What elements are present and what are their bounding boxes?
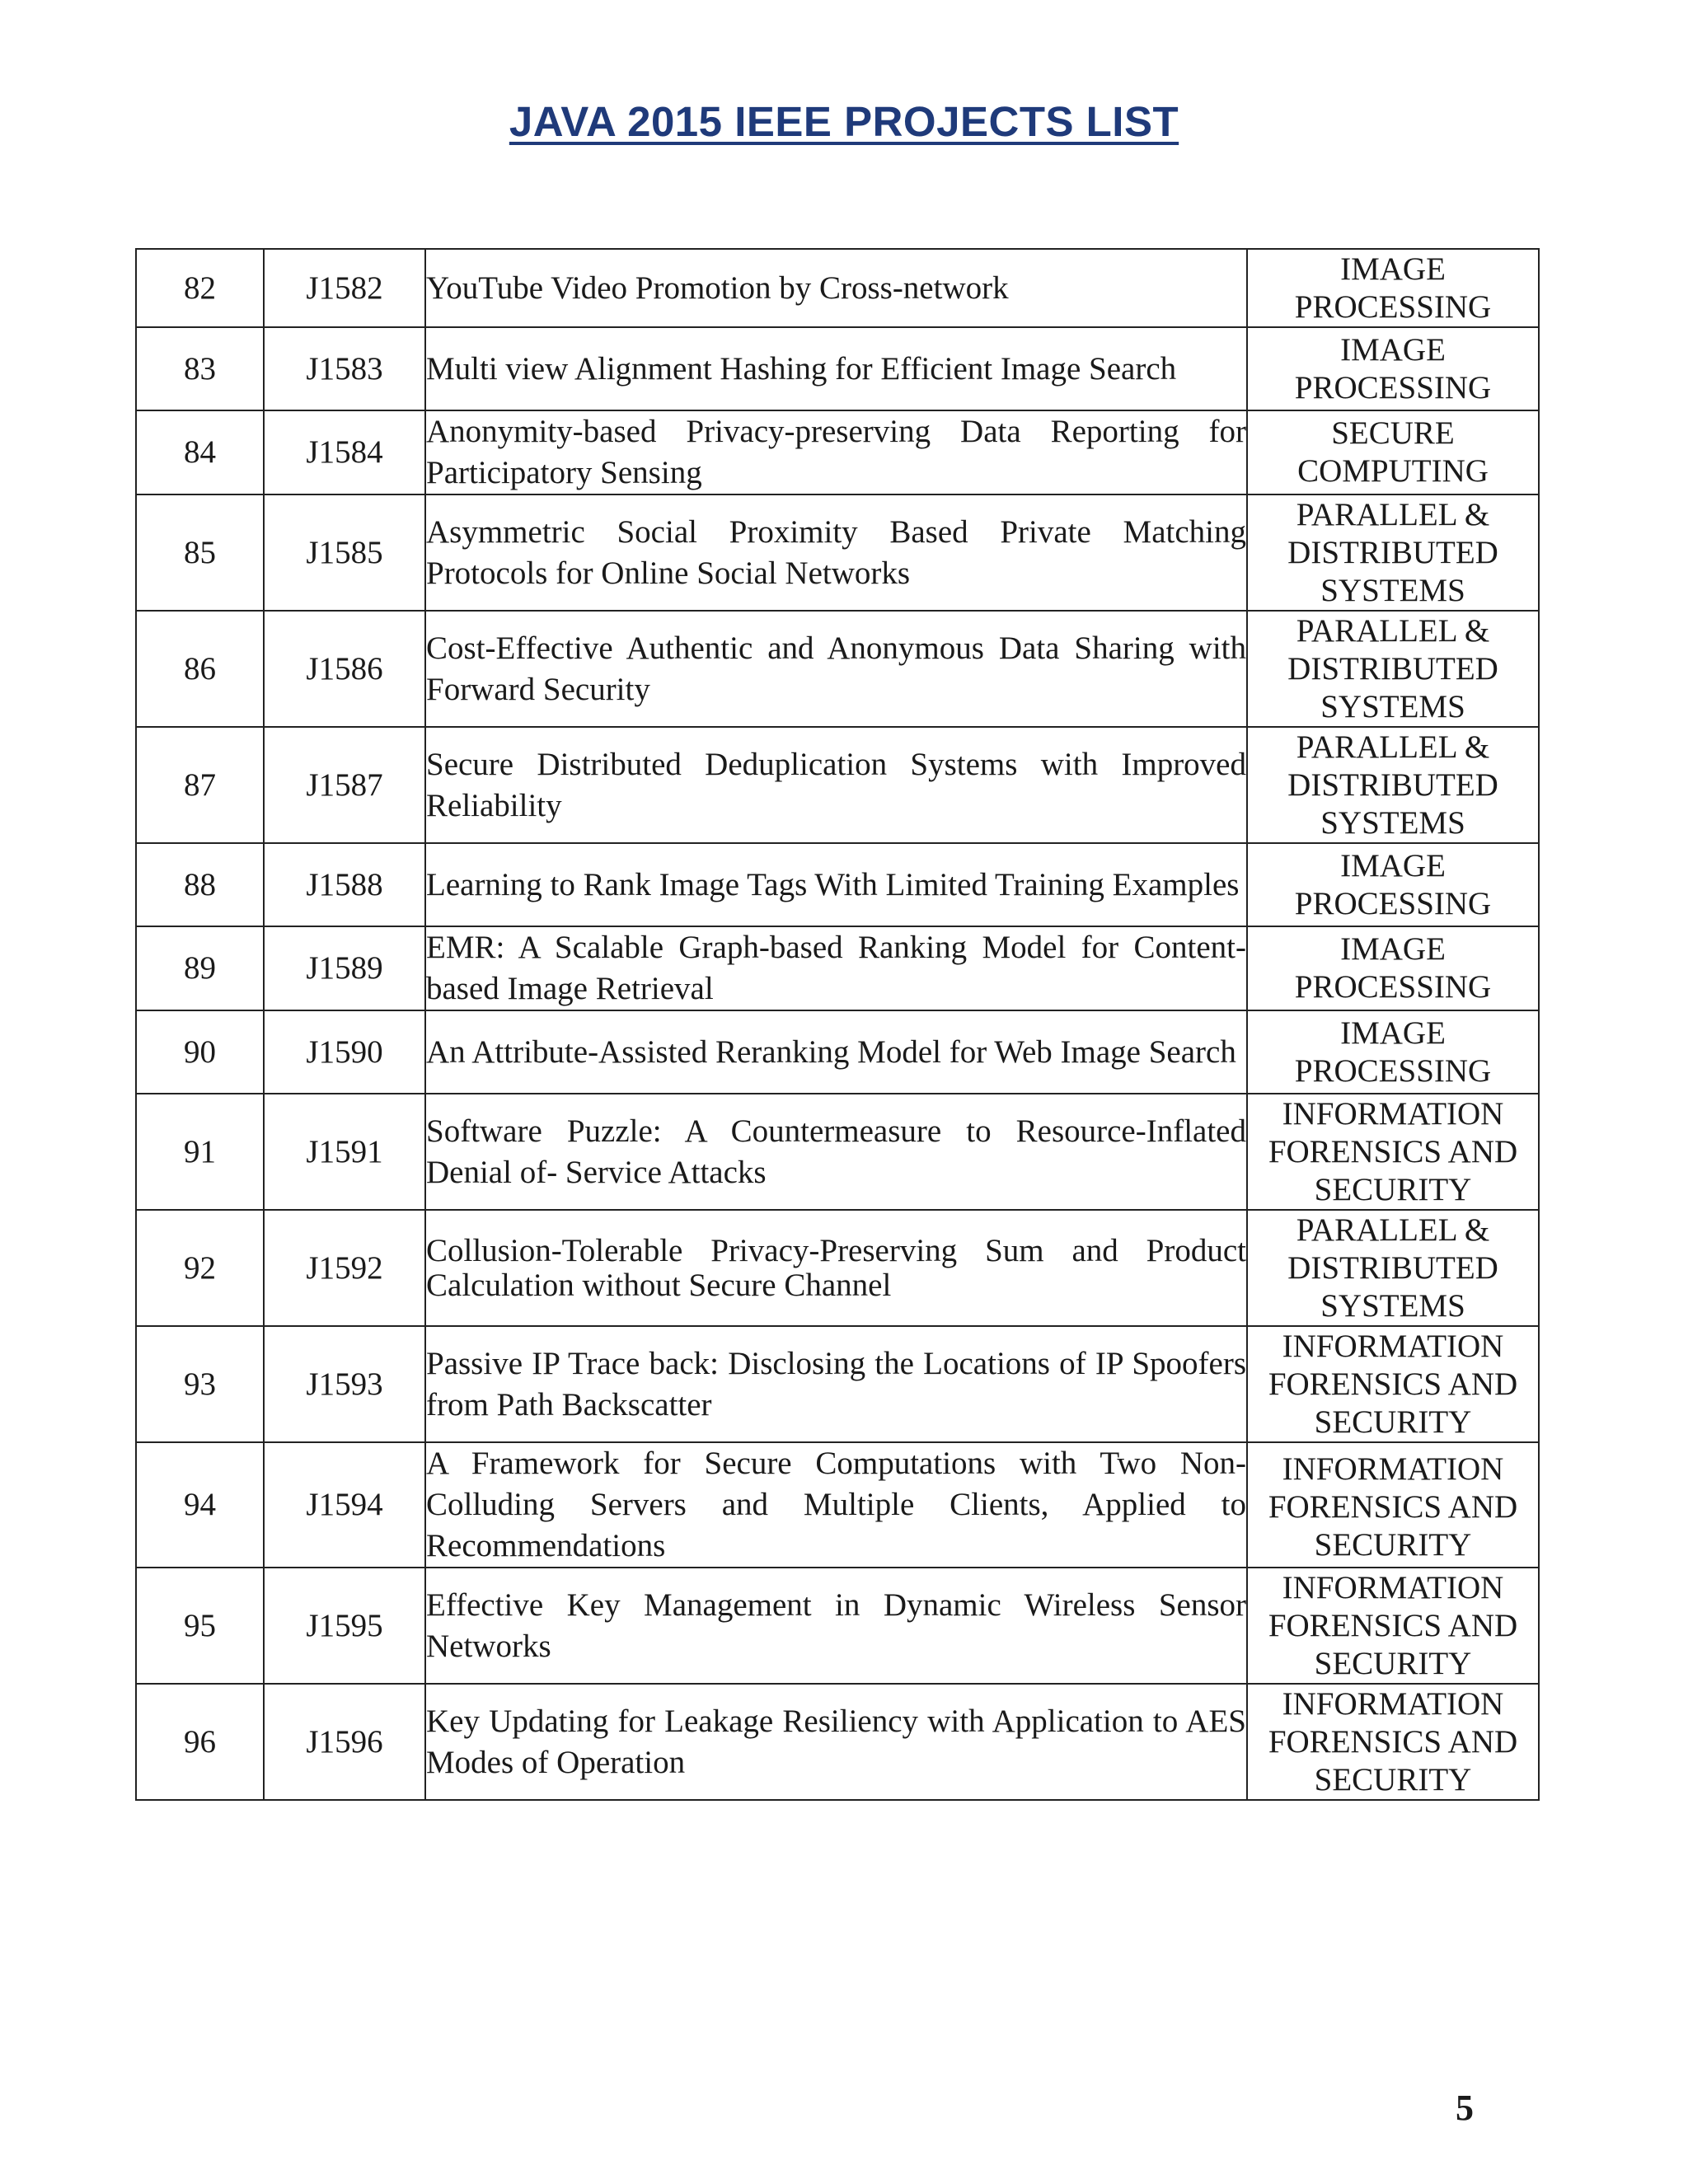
- table-row: [136, 1326, 1539, 1442]
- table-row: [136, 1210, 1539, 1326]
- row-number: 86: [136, 611, 264, 727]
- domain-line: PROCESSING: [1294, 1052, 1492, 1089]
- domain-line: DISTRIBUTED: [1287, 1249, 1498, 1286]
- domain-line: SYSTEMS: [1320, 1287, 1465, 1324]
- project-title: Secure Distributed Deduplication Systems with Improved Reliability: [425, 727, 1247, 843]
- page-title-text: JAVA 2015 IEEE PROJECTS LIST: [509, 98, 1179, 145]
- project-domain: [1247, 611, 1539, 727]
- project-title: Asymmetric Social Proximity Based Private Matching Protocols for Online Social Networks: [425, 494, 1247, 611]
- table-row: [136, 1094, 1539, 1210]
- row-number: 87: [136, 727, 264, 843]
- project-domain: [1247, 1094, 1539, 1210]
- projects-table: [135, 248, 1540, 1801]
- table-row: [136, 1684, 1539, 1800]
- domain-line: IMAGE: [1340, 1015, 1446, 1051]
- domain-line: SYSTEMS: [1320, 804, 1465, 841]
- project-code: J1591: [264, 1094, 425, 1210]
- row-number: 92: [136, 1210, 264, 1326]
- domain-line: PARALLEL &: [1296, 612, 1490, 649]
- project-domain: [1247, 410, 1539, 494]
- domain-line: FORENSICS AND: [1268, 1723, 1518, 1760]
- domain-line: INFORMATION: [1282, 1569, 1504, 1605]
- project-domain: [1247, 249, 1539, 327]
- table-row: [136, 327, 1539, 410]
- row-number: 96: [136, 1684, 264, 1800]
- domain-line: FORENSICS AND: [1268, 1133, 1518, 1169]
- project-title: YouTube Video Promotion by Cross-network: [425, 249, 1247, 327]
- domain-line: FORENSICS AND: [1268, 1488, 1518, 1525]
- domain-line: SECURITY: [1314, 1404, 1472, 1440]
- project-domain: [1247, 494, 1539, 611]
- domain-line: PARALLEL &: [1296, 729, 1490, 765]
- project-title: EMR: A Scalable Graph-based Ranking Model for Content-based Image Retrieval: [425, 926, 1247, 1010]
- domain-line: INFORMATION: [1282, 1685, 1504, 1722]
- page-title: [0, 97, 1688, 146]
- table-row: [136, 1010, 1539, 1094]
- project-title: Collusion-Tolerable Privacy-Preserving Sum and Product Calculation without Secure Channel: [425, 1210, 1247, 1326]
- project-domain: [1247, 843, 1539, 926]
- domain-line: SYSTEMS: [1320, 572, 1465, 608]
- table-row: [136, 611, 1539, 727]
- table-row: [136, 1442, 1539, 1568]
- row-number: 93: [136, 1326, 264, 1442]
- domain-line: IMAGE: [1340, 931, 1446, 967]
- project-code: J1593: [264, 1326, 425, 1442]
- project-domain: [1247, 926, 1539, 1010]
- domain-line: SECURITY: [1314, 1645, 1472, 1681]
- row-number: 91: [136, 1094, 264, 1210]
- row-number: 89: [136, 926, 264, 1010]
- row-number: 82: [136, 249, 264, 327]
- domain-line: PARALLEL &: [1296, 1212, 1490, 1248]
- domain-line: IMAGE: [1340, 331, 1446, 368]
- table-row: [136, 727, 1539, 843]
- project-code: J1592: [264, 1210, 425, 1326]
- project-title: Learning to Rank Image Tags With Limited Training Examples: [425, 843, 1247, 926]
- domain-line: INFORMATION: [1282, 1451, 1504, 1487]
- project-code: J1583: [264, 327, 425, 410]
- domain-line: PROCESSING: [1294, 969, 1492, 1005]
- project-code: J1584: [264, 410, 425, 494]
- project-code: J1585: [264, 494, 425, 611]
- project-title: Multi view Alignment Hashing for Efficient Image Search: [425, 327, 1247, 410]
- project-domain: [1247, 1010, 1539, 1094]
- project-title: An Attribute-Assisted Reranking Model for Web Image Search: [425, 1010, 1247, 1094]
- domain-line: INFORMATION: [1282, 1095, 1504, 1132]
- project-code: J1590: [264, 1010, 425, 1094]
- domain-line: DISTRIBUTED: [1287, 650, 1498, 687]
- projects-table-body: [136, 249, 1539, 1800]
- domain-line: IMAGE: [1340, 251, 1446, 287]
- domain-line: DISTRIBUTED: [1287, 534, 1498, 570]
- domain-line: PARALLEL &: [1296, 496, 1490, 532]
- domain-line: COMPUTING: [1297, 453, 1489, 489]
- row-number: 83: [136, 327, 264, 410]
- domain-line: FORENSICS AND: [1268, 1366, 1518, 1402]
- table-row: [136, 249, 1539, 327]
- domain-line: DISTRIBUTED: [1287, 766, 1498, 803]
- project-code: J1586: [264, 611, 425, 727]
- project-code: J1594: [264, 1442, 425, 1568]
- project-code: J1596: [264, 1684, 425, 1800]
- domain-line: SECURITY: [1314, 1526, 1472, 1563]
- project-domain: [1247, 1442, 1539, 1568]
- table-row: [136, 410, 1539, 494]
- domain-line: SECURITY: [1314, 1761, 1472, 1797]
- row-number: 85: [136, 494, 264, 611]
- project-title: Anonymity-based Privacy-preserving Data Reporting for Participatory Sensing: [425, 410, 1247, 494]
- domain-line: PROCESSING: [1294, 288, 1492, 325]
- domain-line: SECURITY: [1314, 1171, 1472, 1207]
- table-row: [136, 1568, 1539, 1684]
- row-number: 90: [136, 1010, 264, 1094]
- domain-line: SECURE: [1331, 415, 1455, 451]
- project-title: Effective Key Management in Dynamic Wireless Sensor Networks: [425, 1568, 1247, 1684]
- project-title: Software Puzzle: A Countermeasure to Resource-Inflated Denial of- Service Attacks: [425, 1094, 1247, 1210]
- project-code: J1587: [264, 727, 425, 843]
- project-domain: [1247, 1684, 1539, 1800]
- project-title: Passive IP Trace back: Disclosing the Locations of IP Spoofers from Path Backscatter: [425, 1326, 1247, 1442]
- domain-line: PROCESSING: [1294, 369, 1492, 405]
- project-domain: [1247, 327, 1539, 410]
- domain-line: PROCESSING: [1294, 885, 1492, 921]
- page-number: 5: [1456, 2088, 1474, 2128]
- project-code: J1595: [264, 1568, 425, 1684]
- domain-line: FORENSICS AND: [1268, 1607, 1518, 1643]
- domain-line: SYSTEMS: [1320, 688, 1465, 724]
- project-code: J1589: [264, 926, 425, 1010]
- project-domain: [1247, 727, 1539, 843]
- row-number: 95: [136, 1568, 264, 1684]
- project-code: J1588: [264, 843, 425, 926]
- project-domain: [1247, 1568, 1539, 1684]
- row-number: 84: [136, 410, 264, 494]
- domain-line: INFORMATION: [1282, 1328, 1504, 1364]
- table-row: [136, 926, 1539, 1010]
- domain-line: IMAGE: [1340, 847, 1446, 883]
- project-domain: [1247, 1326, 1539, 1442]
- project-title: Cost-Effective Authentic and Anonymous Data Sharing with Forward Security: [425, 611, 1247, 727]
- table-row: [136, 494, 1539, 611]
- row-number: 88: [136, 843, 264, 926]
- project-title: A Framework for Secure Computations with Two Non-Colluding Servers and Multiple Clients, Applied to Recommendations: [425, 1442, 1247, 1568]
- project-title: Key Updating for Leakage Resiliency with Application to AES Modes of Operation: [425, 1684, 1247, 1800]
- table-row: [136, 843, 1539, 926]
- row-number: 94: [136, 1442, 264, 1568]
- project-domain: [1247, 1210, 1539, 1326]
- project-code: J1582: [264, 249, 425, 327]
